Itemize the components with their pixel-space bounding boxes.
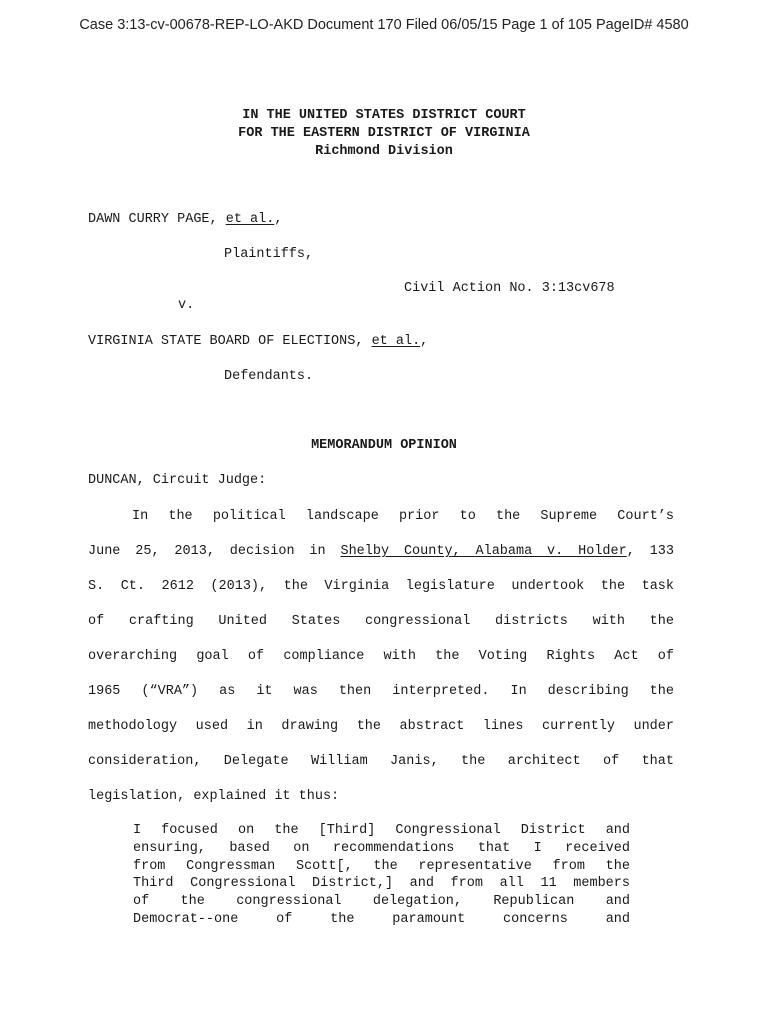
paragraph-text: methodology used in drawing the abstract lines currently under xyxy=(88,719,674,734)
case-citation: Shelby County, Alabama v. Holder xyxy=(340,544,627,559)
paragraph-text: of crafting United States congressional districts with the xyxy=(88,614,674,629)
opinion-author: DUNCAN, Circuit Judge: xyxy=(88,473,267,488)
paragraph-line xyxy=(88,683,674,718)
paragraph-text: , 133 xyxy=(626,544,674,559)
case-header: Case 3:13-cv-00678-REP-LO-AKD Document 170 Filed 06/05/15 Page 1 of 105 PageID# 4580 xyxy=(79,17,689,33)
paragraph-text: consideration, Delegate William Janis, the architect of that xyxy=(88,754,674,769)
plaintiff-suffix: , xyxy=(274,212,283,227)
paragraph-text: 1965 (“VRA”) as it was then interpreted. In describing the xyxy=(88,684,674,699)
paragraph-line xyxy=(88,508,674,543)
quote-line: ensuring, based on recommendations that I received xyxy=(133,840,630,856)
paragraph-line xyxy=(88,753,674,788)
defendant-name xyxy=(88,334,428,349)
paragraph-line xyxy=(88,648,674,683)
paragraph-text: legislation, explained it thus: xyxy=(88,789,340,804)
versus: v. xyxy=(178,298,195,313)
quote-line: of the congressional delegation, Republican and xyxy=(133,894,630,910)
block-quote xyxy=(133,822,630,929)
opinion-paragraph xyxy=(88,508,674,823)
court-name-line-2: FOR THE EASTERN DISTRICT OF VIRGINIA xyxy=(238,126,530,141)
opinion-title: MEMORANDUM OPINION xyxy=(311,438,457,453)
paragraph-line xyxy=(88,543,674,578)
defendant-name-text: VIRGINIA STATE BOARD OF ELECTIONS, xyxy=(88,334,364,349)
paragraph-line xyxy=(88,578,674,613)
paragraph-text: June 25, 2013, decision in xyxy=(88,544,341,559)
defendants-label: Defendants. xyxy=(224,369,314,384)
plaintiff-et-al: et al. xyxy=(225,212,275,227)
court-name-line-1: IN THE UNITED STATES DISTRICT COURT xyxy=(242,108,526,123)
paragraph-line xyxy=(88,788,674,823)
paragraph-line xyxy=(88,613,674,648)
paragraph-text: In the political landscape prior to the Supreme Court’s xyxy=(132,509,674,524)
defendant-suffix: , xyxy=(420,334,429,349)
defendant-et-al: et al. xyxy=(371,334,421,349)
civil-action-number: Civil Action No. 3:13cv678 xyxy=(404,281,615,296)
quote-line: I focused on the [Third] Congressional District and xyxy=(133,823,630,838)
quote-line: Third Congressional District,] and from all 11 members xyxy=(133,876,630,892)
paragraph-text: overarching goal of compliance with the Voting Rights Act of xyxy=(88,649,674,664)
paragraph-line xyxy=(88,718,674,753)
quote-line: from Congressman Scott[, the representative from the xyxy=(133,858,630,874)
paragraph-text: S. Ct. 2612 (2013), the Virginia legislature undertook the task xyxy=(88,579,674,594)
plaintiffs-label: Plaintiffs, xyxy=(224,247,314,262)
plaintiff-name xyxy=(88,212,282,227)
quote-line: Democrat--one of the paramount concerns and xyxy=(133,911,630,927)
court-heading xyxy=(0,107,768,161)
court-division: Richmond Division xyxy=(315,144,453,159)
plaintiff-name-text: DAWN CURRY PAGE, xyxy=(88,212,218,227)
